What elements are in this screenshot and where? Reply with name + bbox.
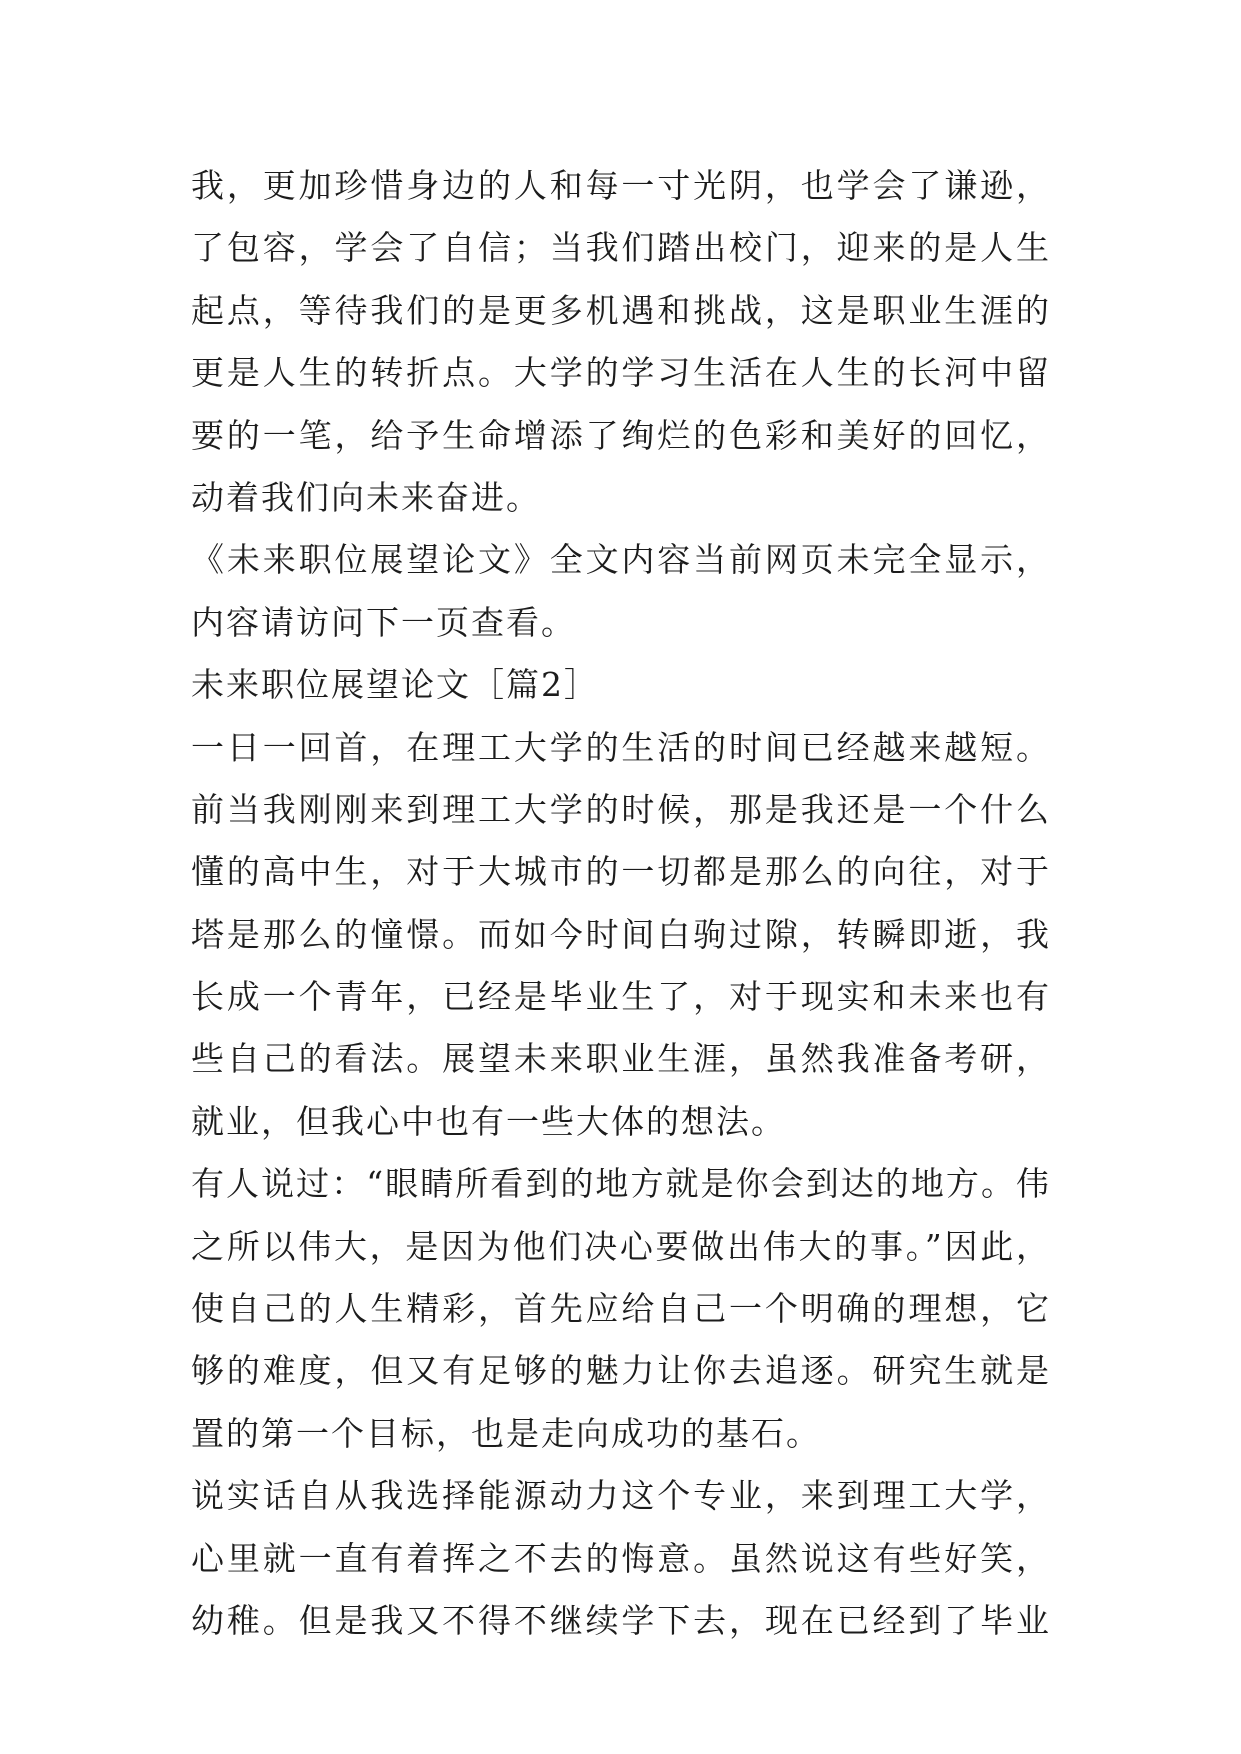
text-line: 一日一回首，在理工大学的生活的时间已经越来越短。 [191,727,1051,767]
paragraph-4 [191,1153,1051,1465]
text-line: 动着我们向未来奋进。 [191,477,541,517]
document-body [191,155,1051,1652]
text-line: 起点，等待我们的是更多机遇和挑战，这是职业生涯的 [191,290,1051,330]
paragraph-5 [191,1465,1051,1652]
text-line: 之所以伟大，是因为他们决心要做出伟大的事。”因此， [191,1226,1051,1266]
paragraph-2 [191,529,1051,654]
text-line: 就业，但我心中也有一些大体的想法。 [191,1101,786,1141]
text-line: 前当我刚刚来到理工大学的时候，那是我还是一个什么 [191,789,1051,829]
text-line: 要的一笔，给予生命增添了绚烂的色彩和美好的回忆， [191,415,1051,455]
text-line: 些自己的看法。展望未来职业生涯，虽然我准备考研， [191,1039,1051,1079]
text-line: 心里就一直有着挥之不去的悔意。虽然说这有些好笑， [191,1538,1051,1578]
section-heading [191,654,1051,716]
paragraph-3 [191,717,1051,1154]
text-line: 够的难度，但又有足够的魅力让你去追逐。研究生就是 [191,1351,1051,1391]
text-line: 《未来职位展望论文》全文内容当前网页未完全显示， [191,540,1051,580]
text-line: 说实话自从我选择能源动力这个专业，来到理工大学， [191,1476,1051,1516]
text-line: 使自己的人生精彩，首先应给自己一个明确的理想，它 [191,1289,1051,1329]
text-line: 更是人生的转折点。大学的学习生活在人生的长河中留 [191,353,1051,393]
text-line: 内容请访问下一页查看。 [191,602,576,642]
text-line: 了包容，学会了自信；当我们踏出校门，迎来的是人生 [191,228,1051,268]
text-line: 我，更加珍惜身边的人和每一寸光阴，也学会了谦逊， [191,166,1051,205]
text-line: 塔是那么的憧憬。而如今时间白驹过隙，转瞬即逝，我 [191,914,1051,954]
heading-line: 未来职位展望论文［篇2］ [191,665,599,705]
text-line: 长成一个青年，已经是毕业生了，对于现实和未来也有 [191,977,1051,1017]
text-line: 懂的高中生，对于大城市的一切都是那么的向往，对于 [191,852,1051,892]
text-line: 幼稚。但是我又不得不继续学下去，现在已经到了毕业 [191,1600,1051,1640]
text-line: 有人说过：“眼睛所看到的地方就是你会到达的地方。伟 [191,1164,1051,1204]
paragraph-1 [191,155,1051,529]
text-line: 置的第一个目标，也是走向成功的基石。 [191,1413,821,1453]
